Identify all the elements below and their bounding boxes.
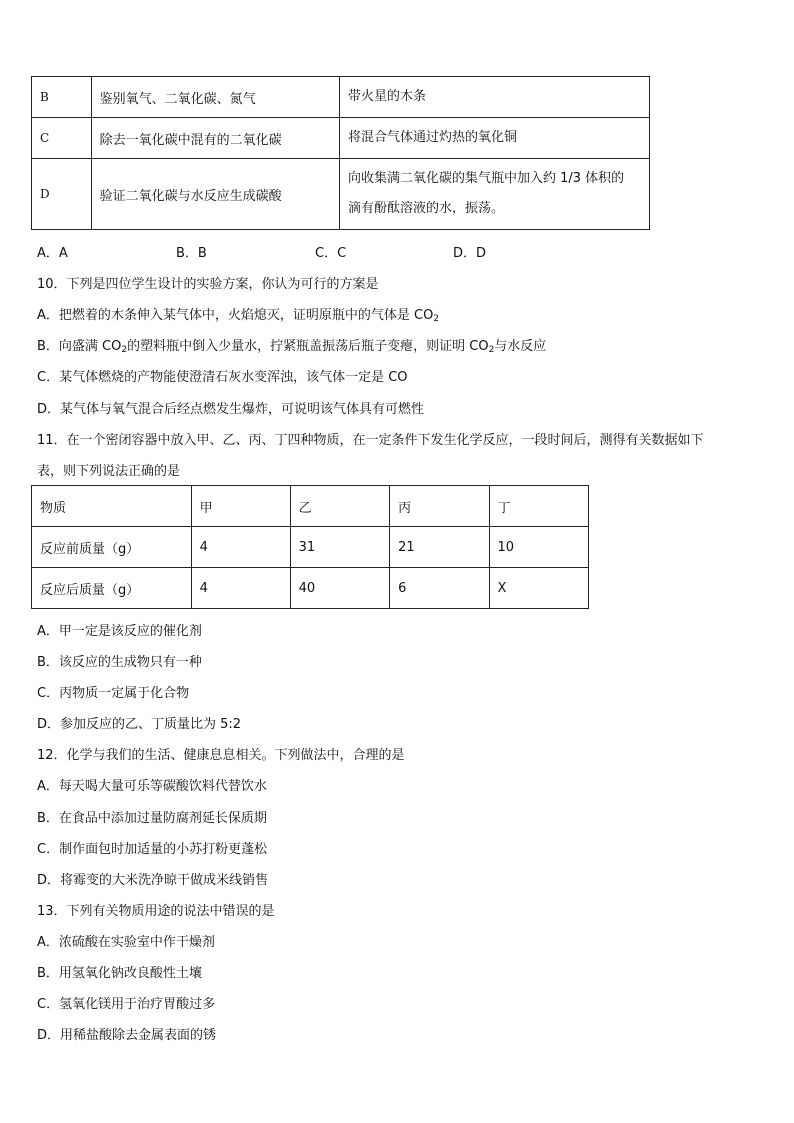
row-label: 反应后质量（g）	[32, 568, 192, 609]
row-purpose: 除去一氧化碳中混有的二氧化碳	[91, 118, 339, 159]
cell: 40	[290, 568, 389, 609]
q13-option-b: B．用氢氧化钠改良酸性土壤	[37, 966, 202, 981]
cell: X	[489, 568, 588, 609]
q13-option-d: D．用稀盐酸除去金属表面的锈	[37, 1028, 217, 1043]
q10-stem: 10．下列是四位学生设计的实验方案，你认为可行的方案是	[37, 277, 379, 292]
option-a: A．A	[37, 246, 68, 261]
q13-stem: 13．下列有关物质用途的说法中错误的是	[37, 904, 275, 919]
cell: 4	[191, 527, 290, 568]
row-id: C	[32, 118, 92, 159]
q11-stem-line1: 11．在一个密闭容器中放入甲、乙、丙、丁四种物质，在一定条件下发生化学反应，一段时间后，测得有关数据如下	[37, 433, 704, 448]
q9-options	[37, 242, 486, 261]
option-c: C．C	[315, 246, 347, 261]
q11-option-c: C．丙物质一定属于化合物	[37, 686, 190, 701]
option-d: D．D	[453, 246, 487, 261]
table-header-row	[32, 486, 589, 527]
row-id: D	[32, 159, 92, 230]
q10-option-b: B．向盛满 $CO_2$的塑料瓶中倒入少量水，拧紧瓶盖振荡后瓶子变瘪，则证明 $CO_2$与水反应	[37, 339, 547, 355]
table-row	[32, 159, 650, 230]
experiment-table	[31, 76, 650, 230]
q10-option-d: D．某气体与氧气混合后经点燃发生爆炸，可说明该气体具有可燃性	[37, 402, 425, 417]
row-purpose: 验证二氧化碳与水反应生成碳酸	[91, 159, 339, 230]
q13-option-c: C．氢氧化镁用于治疗胃酸过多	[37, 997, 216, 1012]
row-method: 向收集满二氧化碳的集气瓶中加入约 1/3 体积的 滴有酚酞溶液的水，振荡。	[340, 159, 650, 230]
mass-data-table	[31, 485, 589, 609]
header-cell: 乙	[290, 486, 389, 527]
table-row	[32, 568, 589, 609]
row-purpose: 鉴别氧气、二氧化碳、氮气	[91, 77, 339, 118]
q11-stem-line2: 表，则下列说法正确的是	[37, 464, 181, 479]
q13-option-a: A．浓硫酸在实验室中作干燥剂	[37, 935, 215, 950]
q11-option-a: A．甲一定是该反应的催化剂	[37, 624, 202, 639]
header-cell: 物质	[32, 486, 192, 527]
row-method: 将混合气体通过灼热的氧化铜	[340, 118, 650, 159]
q12-option-c: C．制作面包时加适量的小苏打粉更蓬松	[37, 842, 268, 857]
q12-option-b: B．在食品中添加过量防腐剂延长保质期	[37, 811, 267, 826]
header-cell: 丙	[390, 486, 489, 527]
q10-option-c: C．某气体燃烧的产物能使澄清石灰水变浑浊，该气体一定是 CO	[37, 370, 408, 385]
cell: 6	[390, 568, 489, 609]
option-b: B．B	[176, 246, 207, 261]
q12-option-d: D．将霉变的大米洗净晾干做成米线销售	[37, 873, 269, 888]
cell: 10	[489, 527, 588, 568]
cell: 4	[191, 568, 290, 609]
table-row	[32, 118, 650, 159]
q12-stem: 12．化学与我们的生活、健康息息相关。下列做法中，合理的是	[37, 748, 405, 763]
q11-option-d: D．参加反应的乙、丁质量比为 5:2	[37, 717, 242, 732]
cell: 31	[290, 527, 389, 568]
q11-option-b: B．该反应的生成物只有一种	[37, 655, 202, 670]
row-method: 带火星的木条	[340, 77, 650, 118]
header-cell: 丁	[489, 486, 588, 527]
row-label: 反应前质量（g）	[32, 527, 192, 568]
row-id: B	[32, 77, 92, 118]
q12-option-a: A．每天喝大量可乐等碳酸饮料代替饮水	[37, 779, 267, 794]
header-cell: 甲	[191, 486, 290, 527]
q10-option-a: A．把燃着的木条伸入某气体中，火焰熄灭，证明原瓶中的气体是 $CO_2$	[37, 308, 440, 324]
table-row	[32, 527, 589, 568]
cell: 21	[390, 527, 489, 568]
table-row	[32, 77, 650, 118]
